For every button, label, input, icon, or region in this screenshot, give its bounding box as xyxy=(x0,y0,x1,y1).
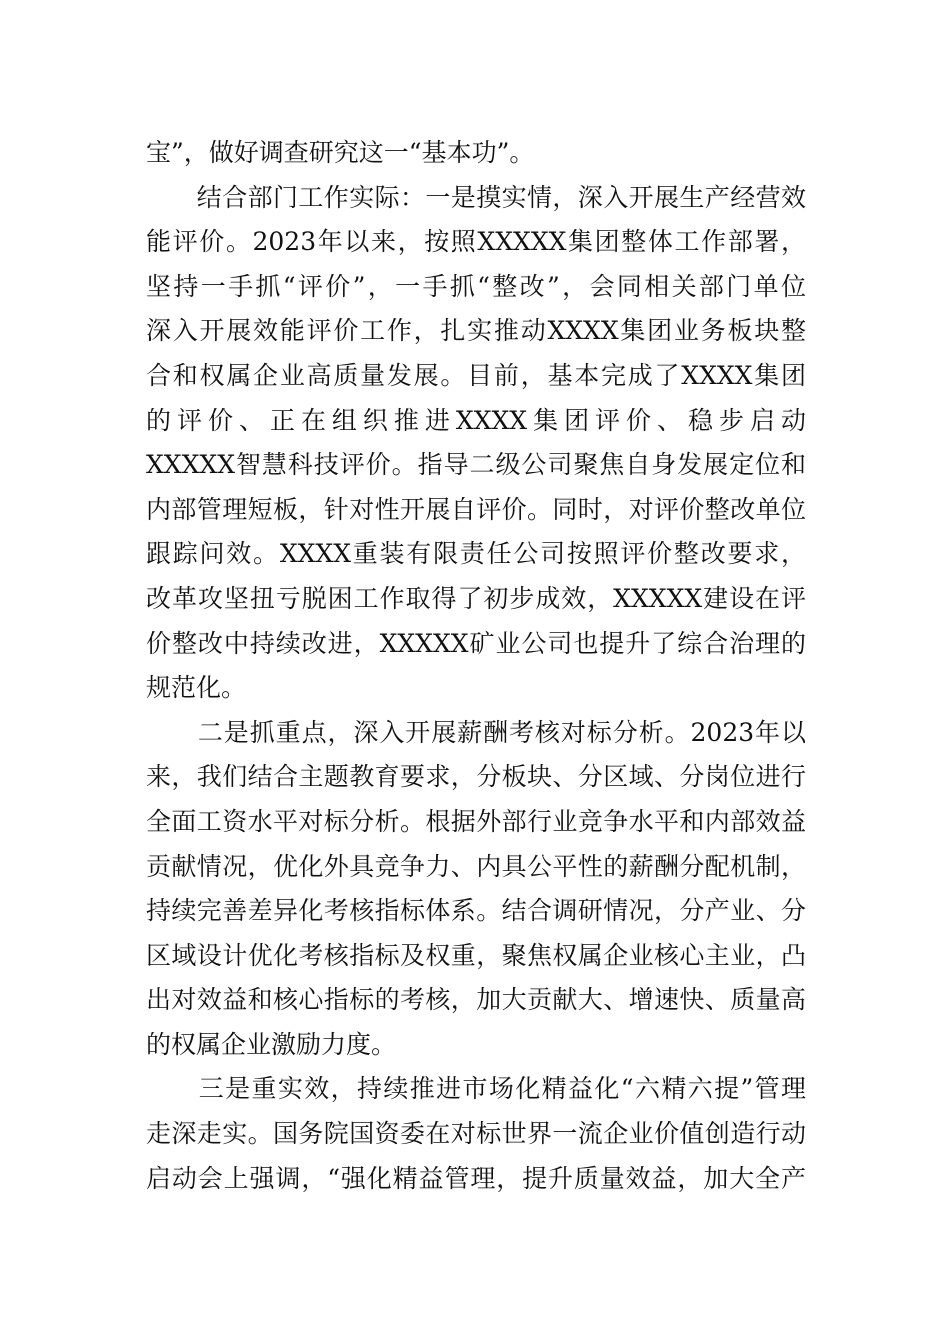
text-line: 贡献情况，优化外具竞争力、内具公平性的薪酬分配机制， xyxy=(146,851,806,881)
text-line: 走深走实。国务院国资委在对标世界一流企业价值创造行动 xyxy=(146,1119,806,1149)
text-line: 价整改中持续改进，XXXXX矿业公司也提升了综合治理的 xyxy=(146,628,806,658)
text-line: 的评价、正在组织推进XXXX集团评价、稳步启动 xyxy=(146,405,806,435)
text-line: 结合部门工作实际：一是摸实情，深入开展生产经营效 xyxy=(146,182,806,212)
text-line: 规范化。 xyxy=(146,673,247,703)
text-line: 三是重实效，持续推进市场化精益化“六精六提”管理 xyxy=(146,1074,806,1104)
text-line: 的权属企业激励力度。 xyxy=(146,1029,397,1059)
text-line: 合和权属企业高质量发展。目前，基本完成了XXXX集团 xyxy=(146,360,806,390)
text-line: 二是抓重点，深入开展薪酬考核对标分析。2023年以 xyxy=(146,717,806,747)
text-line: 来，我们结合主题教育要求，分板块、分区域、分岗位进行 xyxy=(146,762,806,792)
text-line: 深入开展效能评价工作，扎实推动XXXX集团业务板块整 xyxy=(146,316,806,346)
text-line: 全面工资水平对标分析。根据外部行业竞争水平和内部效益 xyxy=(146,806,806,836)
text-line: 跟踪问效。XXXX重装有限责任公司按照评价整改要求， xyxy=(146,539,806,569)
text-line: 内部管理短板，针对性开展自评价。同时，对评价整改单位 xyxy=(146,494,806,524)
body-text xyxy=(146,131,806,1201)
text-line: 能评价。2023年以来，按照XXXXX集团整体工作部署， xyxy=(146,227,806,257)
text-line: 改革攻坚扭亏脱困工作取得了初步成效，XXXXX建设在评 xyxy=(146,583,806,613)
text-line: 出对效益和核心指标的考核，加大贡献大、增速快、质量高 xyxy=(146,985,806,1015)
text-line: 宝”，做好调查研究这一“基本功”。 xyxy=(146,138,535,167)
text-line: 持续完善差异化考核指标体系。结合调研情况，分产业、分 xyxy=(146,896,806,926)
text-line: XXXXX智慧科技评价。指导二级公司聚焦自身发展定位和 xyxy=(146,450,806,480)
text-line: 坚持一手抓“评价”，一手抓“整改”，会同相关部门单位 xyxy=(146,271,806,301)
text-line: 区域设计优化考核指标及权重，聚焦权属企业核心主业，凸 xyxy=(146,940,806,970)
text-line: 启动会上强调，“强化精益管理，提升质量效益，加大全产 xyxy=(146,1163,806,1193)
